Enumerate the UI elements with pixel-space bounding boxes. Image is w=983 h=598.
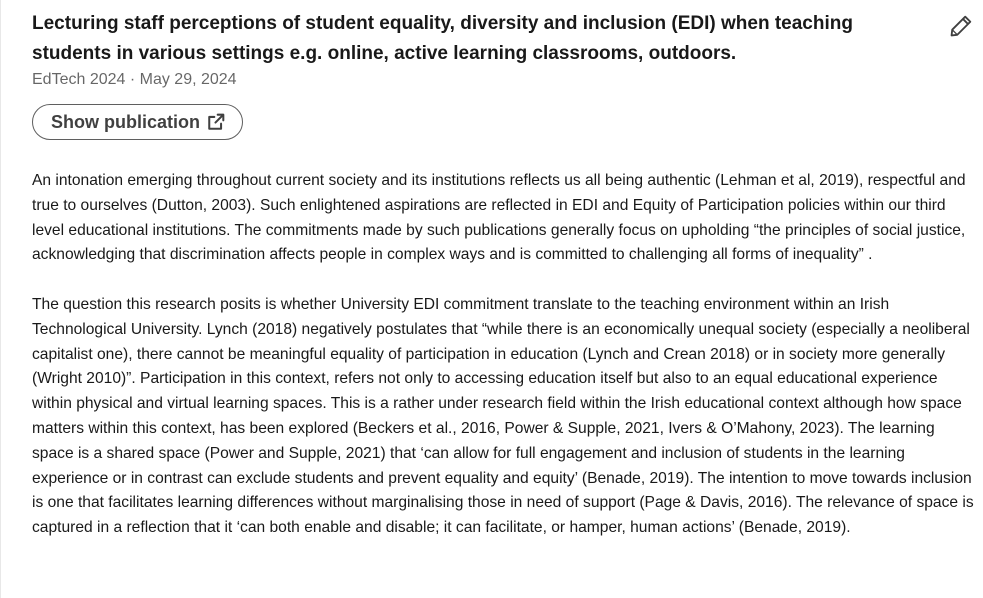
show-publication-label: Show publication xyxy=(51,111,200,132)
pencil-icon xyxy=(948,13,974,39)
show-publication-button[interactable] xyxy=(32,104,243,140)
card-left-border xyxy=(0,0,1,598)
publication-description xyxy=(32,169,977,541)
external-link-icon xyxy=(207,113,225,131)
edit-publication-button[interactable] xyxy=(941,6,981,46)
publication-title: Lecturing staff perceptions of student equality, diversity and inclusion (EDI) when teaching students in various settings e.g. online, active learning classrooms, outdoors. xyxy=(32,13,853,64)
publication-meta: EdTech 2024 · May 29, 2024 xyxy=(32,71,237,88)
description-paragraph: The question this research posits is whether University EDI commitment translate to the teaching environment within an Irish Technological University. Lynch (2018) negatively postulates that “while there is an economically unequal society (especially a neoliberal capitalist one), there cannot be meaningful equality of participation in education (Lynch and Crean 2018) or in society more generally (Wright 2010)”. Participation in this context, refers not only to accessing education itself but also to an equal educational experience within physical and virtual learning spaces. This is a rather under research field within the Irish educational context although how space matters within this context, has been explored (Beckers et al., 2016, Power & Supple, 2021, Ivers & O’Mahony, 2023). The learning space is a shared space (Power and Supple, 2021) that ‘can allow for full engagement and inclusion of students in the learning experience or in contrast can exclude students and prevent equality and equity’ (Benade, 2019). The intention to move towards inclusion is one that facilitates learning differences without marginalising those in need of support (Page & Davis, 2016). The relevance of space is captured in a reflection that it ‘can both enable and disable; it can facilitate, or hamper, human actions’ (Benade, 2019). xyxy=(32,295,974,537)
description-paragraph: An intonation emerging throughout current society and its institutions reflects us all being authentic (Lehman et al, 2019), respectful and true to ourselves (Dutton, 2003). Such enlightened aspirations are reflected in EDI and Equity of Participation policies within our third level educational institutions. The commitments made by such publications generally focus on upholding “the principles of social justice, acknowledging that discrimination affects people in complex ways and is committed to challenging all forms of inequality” . xyxy=(32,172,966,264)
